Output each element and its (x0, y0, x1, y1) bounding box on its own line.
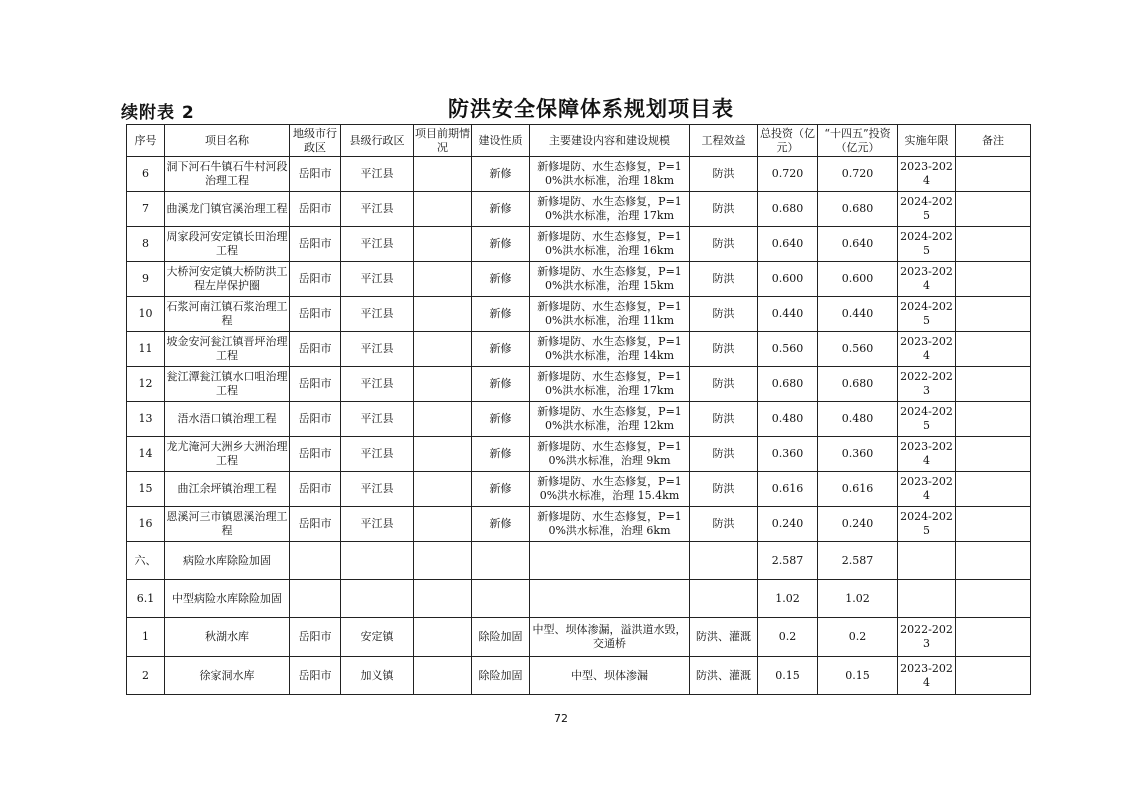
nature-cell (472, 580, 530, 618)
nature-cell: 新修 (472, 332, 530, 367)
table-row (127, 472, 1031, 507)
table-row (127, 297, 1031, 332)
project-name: 瓮江潭瓮江镇水口咀治理工程 (165, 367, 290, 402)
content-cell: 新修堤防、水生态修复，P=10%洪水标准，治理 18km (530, 157, 690, 192)
row-number: 8 (127, 227, 165, 262)
content-cell: 新修堤防、水生态修复，P=10%洪水标准，治理 15.4km (530, 472, 690, 507)
total-investment: 0.680 (758, 192, 818, 227)
prep-cell (414, 580, 472, 618)
prep-cell (414, 437, 472, 472)
benefit-cell: 防洪 (690, 472, 758, 507)
content-cell: 中型、坝体渗漏 (530, 657, 690, 695)
prep-cell (414, 227, 472, 262)
note-cell (956, 227, 1031, 262)
note-cell (956, 192, 1031, 227)
plan-investment: 0.480 (818, 402, 898, 437)
nature-cell: 新修 (472, 472, 530, 507)
years-cell: 2024-2025 (898, 507, 956, 542)
header-cell: 县级行政区 (341, 125, 414, 157)
header-row (127, 125, 1031, 157)
note-cell (956, 618, 1031, 657)
note-cell (956, 157, 1031, 192)
total-investment: 0.560 (758, 332, 818, 367)
project-name: 洞下河石牛镇石牛村河段治理工程 (165, 157, 290, 192)
row-number: 12 (127, 367, 165, 402)
project-name: 浯水浯口镇治理工程 (165, 402, 290, 437)
prep-cell (414, 472, 472, 507)
city-cell: 岳阳市 (290, 367, 341, 402)
total-investment: 0.240 (758, 507, 818, 542)
table-row (127, 437, 1031, 472)
project-name: 秋湖水库 (165, 618, 290, 657)
header-cell: 实施年限 (898, 125, 956, 157)
benefit-cell: 防洪 (690, 367, 758, 402)
header-cell: 建设性质 (472, 125, 530, 157)
table-row (127, 580, 1031, 618)
note-cell (956, 542, 1031, 580)
note-cell (956, 472, 1031, 507)
header-cell: 备注 (956, 125, 1031, 157)
row-number: 9 (127, 262, 165, 297)
content-cell: 新修堤防、水生态修复，P=10%洪水标准，治理 15km (530, 262, 690, 297)
header-cell: “十四五”投资（亿元） (818, 125, 898, 157)
benefit-cell: 防洪 (690, 192, 758, 227)
city-cell (290, 580, 341, 618)
plan-investment: 0.360 (818, 437, 898, 472)
note-cell (956, 332, 1031, 367)
prep-cell (414, 542, 472, 580)
nature-cell: 新修 (472, 192, 530, 227)
county-cell: 平江县 (341, 157, 414, 192)
plan-investment: 0.616 (818, 472, 898, 507)
row-number: 6.1 (127, 580, 165, 618)
table-row (127, 542, 1031, 580)
row-number: 11 (127, 332, 165, 367)
total-investment: 0.720 (758, 157, 818, 192)
prep-cell (414, 297, 472, 332)
project-name: 徐家洞水库 (165, 657, 290, 695)
appendix-label: 续附表 2 (121, 103, 195, 123)
row-number: 13 (127, 402, 165, 437)
benefit-cell: 防洪 (690, 402, 758, 437)
project-name: 石浆河南江镇石浆治理工程 (165, 297, 290, 332)
content-cell: 新修堤防、水生态修复，P=10%洪水标准，治理 9km (530, 437, 690, 472)
content-cell: 新修堤防、水生态修复，P=10%洪水标准，治理 12km (530, 402, 690, 437)
prep-cell (414, 402, 472, 437)
years-cell: 2023-2024 (898, 262, 956, 297)
row-number: 6 (127, 157, 165, 192)
nature-cell: 新修 (472, 402, 530, 437)
years-cell: 2024-2025 (898, 297, 956, 332)
content-cell (530, 542, 690, 580)
city-cell: 岳阳市 (290, 227, 341, 262)
row-number: 7 (127, 192, 165, 227)
plan-investment: 0.600 (818, 262, 898, 297)
county-cell: 平江县 (341, 192, 414, 227)
prep-cell (414, 367, 472, 402)
table-row (127, 157, 1031, 192)
row-number: 10 (127, 297, 165, 332)
nature-cell: 新修 (472, 437, 530, 472)
note-cell (956, 367, 1031, 402)
table-row (127, 367, 1031, 402)
years-cell: 2024-2025 (898, 227, 956, 262)
nature-cell: 新修 (472, 297, 530, 332)
city-cell: 岳阳市 (290, 297, 341, 332)
header-cell: 序号 (127, 125, 165, 157)
years-cell: 2024-2025 (898, 192, 956, 227)
years-cell (898, 580, 956, 618)
years-cell: 2022-2023 (898, 618, 956, 657)
city-cell: 岳阳市 (290, 262, 341, 297)
note-cell (956, 437, 1031, 472)
city-cell: 岳阳市 (290, 157, 341, 192)
benefit-cell (690, 580, 758, 618)
county-cell: 平江县 (341, 472, 414, 507)
prep-cell (414, 192, 472, 227)
content-cell: 新修堤防、水生态修复，P=10%洪水标准，治理 17km (530, 367, 690, 402)
prep-cell (414, 618, 472, 657)
benefit-cell: 防洪、灌溉 (690, 618, 758, 657)
header-cell: 总投资（亿元） (758, 125, 818, 157)
table-row (127, 192, 1031, 227)
years-cell: 2023-2024 (898, 437, 956, 472)
note-cell (956, 297, 1031, 332)
total-investment: 0.640 (758, 227, 818, 262)
plan-investment: 0.680 (818, 192, 898, 227)
total-investment: 0.360 (758, 437, 818, 472)
total-investment: 0.600 (758, 262, 818, 297)
table-row (127, 402, 1031, 437)
project-name: 大桥河安定镇大桥防洪工程左岸保护圈 (165, 262, 290, 297)
county-cell: 平江县 (341, 402, 414, 437)
header-cell: 项目前期情况 (414, 125, 472, 157)
total-investment: 0.680 (758, 367, 818, 402)
project-table (126, 124, 1031, 695)
county-cell: 平江县 (341, 262, 414, 297)
total-investment: 0.440 (758, 297, 818, 332)
county-cell: 安定镇 (341, 618, 414, 657)
header-cell: 工程效益 (690, 125, 758, 157)
plan-investment: 0.680 (818, 367, 898, 402)
county-cell: 平江县 (341, 332, 414, 367)
content-cell (530, 580, 690, 618)
city-cell: 岳阳市 (290, 332, 341, 367)
row-number: 14 (127, 437, 165, 472)
city-cell: 岳阳市 (290, 507, 341, 542)
county-cell (341, 542, 414, 580)
prep-cell (414, 262, 472, 297)
plan-investment: 0.15 (818, 657, 898, 695)
project-name: 龙尤淹河大洲乡大洲治理工程 (165, 437, 290, 472)
city-cell: 岳阳市 (290, 437, 341, 472)
row-number: 15 (127, 472, 165, 507)
project-name: 曲江余坪镇治理工程 (165, 472, 290, 507)
city-cell: 岳阳市 (290, 192, 341, 227)
plan-investment: 0.440 (818, 297, 898, 332)
table-row (127, 262, 1031, 297)
note-cell (956, 262, 1031, 297)
table-row (127, 507, 1031, 542)
plan-investment: 1.02 (818, 580, 898, 618)
city-cell: 岳阳市 (290, 657, 341, 695)
note-cell (956, 507, 1031, 542)
benefit-cell: 防洪 (690, 332, 758, 367)
content-cell: 新修堤防、水生态修复，P=10%洪水标准，治理 16km (530, 227, 690, 262)
prep-cell (414, 507, 472, 542)
nature-cell (472, 542, 530, 580)
years-cell: 2023-2024 (898, 657, 956, 695)
nature-cell: 新修 (472, 157, 530, 192)
table-row (127, 332, 1031, 367)
total-investment: 0.15 (758, 657, 818, 695)
note-cell (956, 580, 1031, 618)
header-cell: 地级市行政区 (290, 125, 341, 157)
plan-investment: 2.587 (818, 542, 898, 580)
project-name: 曲溪龙门镇官溪治理工程 (165, 192, 290, 227)
benefit-cell: 防洪 (690, 437, 758, 472)
project-name: 病险水库除险加固 (165, 542, 290, 580)
city-cell: 岳阳市 (290, 402, 341, 437)
benefit-cell: 防洪 (690, 262, 758, 297)
years-cell: 2023-2024 (898, 472, 956, 507)
plan-investment: 0.720 (818, 157, 898, 192)
total-investment: 2.587 (758, 542, 818, 580)
benefit-cell: 防洪 (690, 297, 758, 332)
document-title: 防洪安全保障体系规划项目表 (448, 97, 734, 121)
content-cell: 中型、坝体渗漏，溢洪道水毁，交通桥 (530, 618, 690, 657)
project-name: 恩溪河三市镇恩溪治理工程 (165, 507, 290, 542)
county-cell (341, 580, 414, 618)
note-cell (956, 657, 1031, 695)
content-cell: 新修堤防、水生态修复，P=10%洪水标准，治理 11km (530, 297, 690, 332)
header-cell: 主要建设内容和建设规模 (530, 125, 690, 157)
benefit-cell: 防洪 (690, 227, 758, 262)
nature-cell: 除险加固 (472, 618, 530, 657)
county-cell: 平江县 (341, 437, 414, 472)
prep-cell (414, 157, 472, 192)
plan-investment: 0.640 (818, 227, 898, 262)
city-cell: 岳阳市 (290, 472, 341, 507)
years-cell: 2023-2024 (898, 332, 956, 367)
row-number: 2 (127, 657, 165, 695)
row-number: 16 (127, 507, 165, 542)
prep-cell (414, 657, 472, 695)
benefit-cell (690, 542, 758, 580)
nature-cell: 新修 (472, 262, 530, 297)
benefit-cell: 防洪 (690, 157, 758, 192)
row-number: 六、 (127, 542, 165, 580)
total-investment: 1.02 (758, 580, 818, 618)
total-investment: 0.480 (758, 402, 818, 437)
page-number: 72 (554, 712, 568, 725)
county-cell: 平江县 (341, 227, 414, 262)
content-cell: 新修堤防、水生态修复，P=10%洪水标准，治理 14km (530, 332, 690, 367)
years-cell: 2022-2023 (898, 367, 956, 402)
total-investment: 0.616 (758, 472, 818, 507)
years-cell (898, 542, 956, 580)
plan-investment: 0.240 (818, 507, 898, 542)
table-row (127, 657, 1031, 695)
nature-cell: 新修 (472, 367, 530, 402)
plan-investment: 0.2 (818, 618, 898, 657)
row-number: 1 (127, 618, 165, 657)
project-name: 中型病险水库除险加固 (165, 580, 290, 618)
project-name: 坡金安河瓮江镇晋坪治理工程 (165, 332, 290, 367)
benefit-cell: 防洪、灌溉 (690, 657, 758, 695)
county-cell: 平江县 (341, 297, 414, 332)
years-cell: 2024-2025 (898, 402, 956, 437)
county-cell: 平江县 (341, 367, 414, 402)
nature-cell: 新修 (472, 227, 530, 262)
table-row (127, 227, 1031, 262)
content-cell: 新修堤防、水生态修复，P=10%洪水标准，治理 17km (530, 192, 690, 227)
nature-cell: 除险加固 (472, 657, 530, 695)
city-cell: 岳阳市 (290, 618, 341, 657)
benefit-cell: 防洪 (690, 507, 758, 542)
city-cell (290, 542, 341, 580)
note-cell (956, 402, 1031, 437)
total-investment: 0.2 (758, 618, 818, 657)
content-cell: 新修堤防、水生态修复，P=10%洪水标准，治理 6km (530, 507, 690, 542)
county-cell: 平江县 (341, 507, 414, 542)
project-name: 周家段河安定镇长田治理工程 (165, 227, 290, 262)
table-row (127, 618, 1031, 657)
header-cell: 项目名称 (165, 125, 290, 157)
plan-investment: 0.560 (818, 332, 898, 367)
prep-cell (414, 332, 472, 367)
years-cell: 2023-2024 (898, 157, 956, 192)
nature-cell: 新修 (472, 507, 530, 542)
county-cell: 加义镇 (341, 657, 414, 695)
